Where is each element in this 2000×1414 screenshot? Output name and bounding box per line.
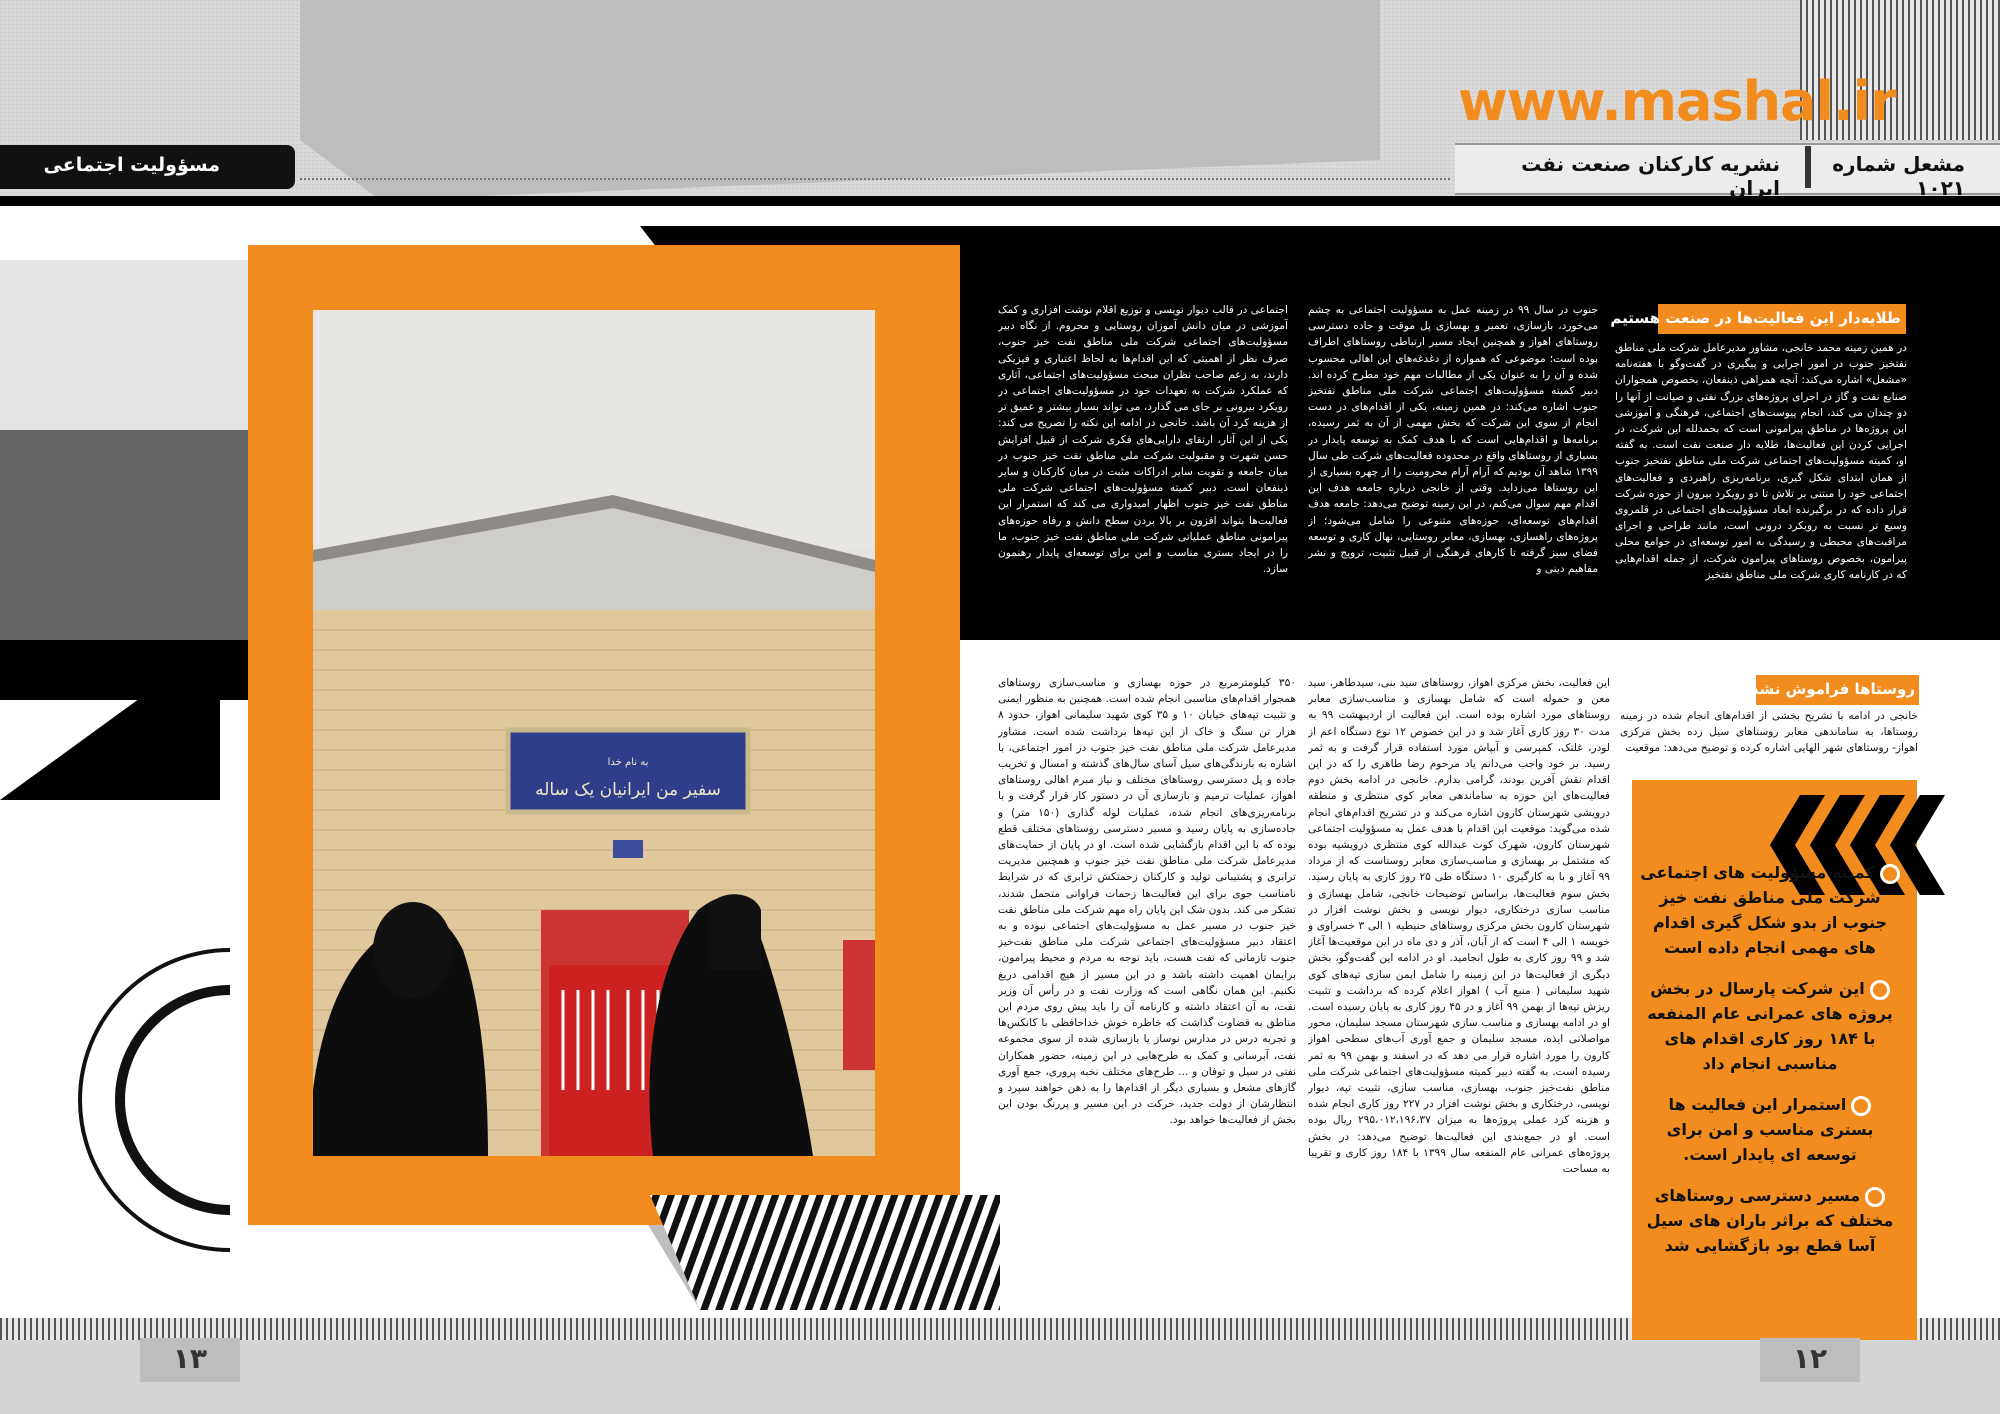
highlights	[1640, 860, 1900, 1258]
page-number-left: ۱۳	[172, 1342, 208, 1375]
heading-villages-text: روستاها فراموش نشده‌اند	[1722, 680, 1915, 698]
article-col-2: جنوب در سال ۹۹ در زمینه عمل به مسؤولیت اجتماعی به چشم می‌خورد، بازسازی، تعمیر و بهسازی پل موقت و جاده دسترسی روستاهای اهواز و همچنین ایجاد مسیر ارتباطی روستاهای اطراف بوده است؛ موضوعی که همواره از دغدغه‌های این اهالی محسوب شده و آن را به عنوان یکی از مطالبات مهم خود مطرح کرده اند. دبیر کمیته مسؤولیت‌های اجتماعی شرکت ملی مناطق نفتخیز جنوب اشاره می‌کند: در همین زمینه، یکی از اقدام‌های در دست انجام از سوی این شرکت که بخش مهمی از آن به ثمر رسیده، برنامه‌ها و اقدام‌هایی است که با هدف کمک به توسعه پایدار در بسیاری از روستاهای واقع در محدوده فعالیت‌های شرکت طی سال ۱۳۹۹ شاهد آن بودیم که آرام آرام محرومیت را از چهره بسیاری از این روستاها می‌زداید. وقتی از خانجی درباره جامعه هدف این اقدام مهم سوال می‌کنم، در این زمینه توضیح می‌دهد: جامعه هدف اقدام‌های توسعه‌ای، حوزه‌های متنوعی را شامل می‌شود؛ از پروژه‌های راهسازی، بهسازی، معابر روستایی، نهال کاری و توسعه فضای سبز گرفته تا کارهای فرهنگی از قبیل تثبیت، ترویج و نشر مفاهیم دینی و	[1308, 304, 1598, 576]
article-photo	[313, 310, 875, 1156]
highlight-item: استمرار این فعالیت ها بستری مناسب و امن برای توسعه ای پایدار است.	[1666, 1095, 1874, 1164]
highlight-item: کمیته مسؤولیت های اجتماعی شرکت ملی مناطق نفت خیز جنوب از بدو شکل گیری اقدام های مهمی انجام داده است	[1640, 860, 1900, 960]
bullet-icon	[1851, 1096, 1871, 1116]
article-col-5: این فعالیت، بخش مرکزی اهواز، روستاهای سید بنی، سیدطاهر، سید معن و حموله است که شامل بهسازی و مناسب‌سازی معابر روستاهای مورد اشاره بوده است. این فعالیت از اردیبهشت ۹۹ به مدت ۳۰ روز کاری آغاز شد و در این خصوص ۱۲ نوع دستگاه اعم از لودر، غلتک، کمپرسی و آبپاش مورد استفاده قرار گرفت و به ثمر رسید. بر خود واجب می‌دانم یاد مرحوم رضا طاهری را که در این اقدام نقش آفرین بودند، گرامی بدارم. خانجی در ادامه بخش دوم فعالیت‌های این حوزه به ساماندهی معابر کوی منتظری و منطقه درویشی شهرستان کارون اشاره می‌کند و در تشریح اقدام‌های انجام شده می‌گوید: موقعیت این اقدام با هدف عمل به مسؤولیت اجتماعی شهرستان کارون، شهرک کوت عبدالله کوی منتظری درویشیه بوده که مشتمل بر بهسازی و مناسب‌سازی معابر روستاست که از مرداد ۹۹ آغاز و با به کارگیری ۱۰ دستگاه طی ۲۵ روز کاری به پایان رسید. بخش سوم فعالیت‌ها، براساس توضیحات خانجی، شامل بهسازی و مناسب سازی درختکاری، دیوار نویسی و بخش نوشت افزار در شهرستان کارون بخش مرکزی روستاهای حنیطیه ۱ الی ۳ خسراوی و خویسه ۱ الی ۴ است که از آبان، آذر و دی ماه در این موقعیت‌ها آغاز شد و ۹۹ روز کاری به طول انجامید. او در ادامه این گفت‌وگو، بخش دیگری از فعالیت‌ها در این زمینه را شامل ایمن سازی تپه‌های کوی شهید سلیمانی ( منبع آب ) اهواز اعلام کرده که برداشت و تثبیت ریزش تپه‌ها از بهمن ۹۹ آغاز و در ۴۵ روز کاری به پایان رسیده است. او در ادامه بهسازی و مناسب سازی شهرستان مسجد سلیمان، محور مواصلاتی ایذه، مسجد سلیمان و جمع آوری آب‌های سطحی اهواز کارون را مورد اشاره قرار می دهد که در اسفند و بهمن ۹۹ به ثمر رسیده است. به گفته دبیر کمیته مسؤولیت‌های اجتماعی شرکت ملی مناطق نفت‌خیز جنوب، بهسازی، مناسب سازی، تثبیت تپه، دیوار نویسی، درختکاری و بخش نوشت افزار در ۲۲۷ روز کاری انجام شده و هزینه کرد عملی پروژه‌ها به میزان ۲۹۵،۰۱۲،۱۹۶،۳۷ ریال بوده است. او در جمع‌بندی این فعالیت‌ها توضیح می‌دهد: در بخش پروژه‌های عمرانی عام المنفعه سال ۱۳۹۹ با ۱۸۴ روز کاری و تقریبا به مساحت	[1308, 677, 1610, 1176]
website-url[interactable]: www.mashal.ir	[1458, 70, 1896, 133]
issue-number: مشعل شماره ۱۰۲۱	[1832, 152, 1965, 200]
page-number-right: ۱۲	[1792, 1342, 1828, 1375]
publication-name: نشریه کارکنان صنعت نفت ایران	[1521, 152, 1780, 200]
heading-vanguard-text: طلایه‌دار این فعالیت‌ها در صنعت هستیم	[1610, 309, 1901, 327]
header-dotted-line	[300, 178, 1450, 180]
article-col-3: اجتماعی در قالب دیوار نویسی و توزیع اقلام نوشت افزاری و کمک آموزشی در میان دانش آموزان روستایی و محروم. از نگاه دبیر مسؤولیت‌های اجتماعی شرکت ملی مناطق نفت خیز جنوب، صرف نظر از اهمیتی که این اقدام‌ها به لحاظ اعتباری و فیزیکی دارند، به زعم صاحب نظران مبحث مسؤولیت‌های اجتماعی، آثاری که عملکرد شرکت به تعهدات خود در مسؤولیت‌های اجتماعی در رویکرد بیرونی بر جای می گذارد، می تواند بسیار بیشتر و عمیق تر از هزینه کرد آن باشد. خانجی در ادامه این نکته را تصریح می کند: یکی از این آثار، ارتقای دارایی‌های فکری شرکت از قبیل افزایش حسن شهرت و مقبولیت شرکت ملی مناطق نفت خیز جنوب در میان جامعه و تقویت سایر ادراکات مثبت در میان کارکنان و سایر ذینفعان است. دبیر کمیته مسؤولیت‌های اجتماعی شرکت ملی مناطق نفت خیز جنوب اظهار امیدواری می کند که استمرار این فعالیت‌ها بتواند افزون بر بالا بردن سطح دانش و رفاه حوزه‌های پیرامونی مناطق عملیاتی شرکت ملی مناطق نفت خیز جنوب، ما را در ایجاد بستری مناسب و امن برای توسعه‌ای پایدار رهنمون سازد.	[998, 304, 1288, 576]
article-col-4: خانجی در ادامه با تشریح بخشی از اقدام‌های انجام شده در زمینه روستاها، به ساماندهی معابر روستاهای سیل زده بخش مرکزی اهواز- روستاهای شهر الهایی اشاره کرده و توضیح می‌دهد: موقعیت	[1620, 710, 1918, 755]
bullet-icon	[1865, 1187, 1885, 1207]
highlight-item: این شرکت پارسال در بخش پروژه های عمرانی عام المنفعه با ۱۸۴ روز کاری اقدام های مناسبی انجام داد	[1647, 979, 1893, 1073]
article-col-6: ۳۵۰ کیلومترمربع در حوزه بهسازی و مناسب‌سازی روستاهای همجوار اقدام‌های مناسبی انجام شده است. همچنین به منظور ایمنی و تثبیت تپه‌های خیابان ۱۰ و ۳۵ کوی شهید سلیمانی اهواز، حدود ۸ هزار تن سنگ و خاک از این تپه‌ها برداشت شده است. مشاور مدیرعامل شرکت ملی مناطق نفت خیز جنوب در امور اجتماعی، با اشاره به بارندگی‌های سیل آسای سال‌های گذشته و امسال و تخریب جاده و پل دسترسی روستاهای مختلف و نیاز مبرم اهالی روستاهای اهواز، عملیات ترمیم و بازسازی آن در دستور کار قرار گرفت و با برنامه‌ریزی‌های انجام شده، عملیات لوله گذاری (۱۵۰ متر) و جاده‌سازی به پایان رسید و مسیر دسترسی روستاهای مختلف قطع بوده که با این اقدام بازگشایی شده است. او در پایان از حمایت‌های مدیرعامل شرکت ملی مناطق نفت خیز جنوب و همچنین مدیریت ترابری و پشتیبانی تولید و کارکنان زحمتکش ترابری که در شرایط نامناسب جوی برای این فعالیت‌ها زحمات فراوانی متحمل شدند، تشکر می کند. بدون شک این پایان راه مهم شرکت ملی مناطق نفت خیز جنوب در مسیر عمل به مسؤولیت‌های اجتماعی نبوده و به اعتقاد دبیر مسؤولیت‌های اجتماعی شرکت ملی مناطق نفت‌خیز جنوب تازمانی که نفت هست، باید توجه به مردم و محیط پیرامون، برایمان اهمیت داشته باشد و در این مسیر از هیچ اقدامی دریغ نکنیم. این همان نگاهی است که وزارت نفت و در رأس آن وزیر نفت، به آن اعتقاد داشته و کارنامه آن را باید پیش روی مردم این مناطق به قضاوت گذاشت که خاطره خوش خداحافظی با کانکس‌ها و تجربه درس در مدارس نوساز یا بازسازی شده از سوی مجموعه نفت، آبرسانی و کمک به طرح‌هایی در این زمینه، حضور همکاران نفتی در سیل و توفان و ... طرح‌های مختلف نخبه پروری، جمع آوری گازهای مشعل و بسیاری دیگر از اقدام‌ها را به ذهن خواهند سپرد و انتظارشان از دولت جدید، حرکت در این مسیر و پررنگ بودن این بخش از فعالیت‌ها خواهد بود.	[998, 677, 1296, 1127]
plaque-text: سفیر من ایرانیان یک ساله	[535, 780, 721, 800]
bullet-icon	[1870, 980, 1890, 1000]
header-divider	[1805, 146, 1811, 188]
svg-text:به نام خدا: به نام خدا	[607, 757, 649, 768]
bullet-icon	[1880, 864, 1900, 884]
section-title: مسؤولیت اجتماعی	[43, 154, 220, 176]
highlight-item: مسیر دسترسی روستاهای مختلف که براثر باران های سیل آسا قطع بود بازگشایی شد	[1646, 1186, 1894, 1255]
article-col-1: در همین زمینه محمد خانجی، مشاور مدیرعامل شرکت ملی مناطق نفتخیز جنوب در امور اجرایی و پیگیری در گفت‌وگو با هفته‌نامه «مشعل» اشاره می‌کند: آنچه همراهی ذینفعان، بخصوص همجواران صنایع نفت و گاز در اجرای پروژه‌های بزرگ نفتی و صیانت از آنها را دو چندان می کند، انجام پیوست‌های اجتماعی، فرهنگی و آموزشی این پروژه‌ها در مناطق پیرامونی است که بحمدلله این شرکت، در اجرایی کردن این فعالیت‌ها، طلایه دار صنعت نفت است. به گفته او، کمیته مسؤولیت‌های اجتماعی شرکت ملی مناطق نفتخیز جنوب از همان ابتدای شکل گیری، برنامه‌ریزی راهبردی و فعالیت‌های اجتماعی خود را مبتنی بر تلاش تا دو رویکرد بیرون از حوزه شرکت قرار داده که در برگیرنده ابعاد مسؤولیت‌های اجتماعی در قلمروی وسیع تر نسبت به رویکرد درونی است، مانند طراحی و اجرای مراقبت‌های محیطی و رسیدگی به امور توسعه‌ای در جوامع محلی پیرامون، بخصوص روستاهای پیرامون شرکت، از جمله اقدام‌هایی که در کارنامه کاری شرکت ملی مناطق نفتخیز	[1615, 342, 1907, 581]
